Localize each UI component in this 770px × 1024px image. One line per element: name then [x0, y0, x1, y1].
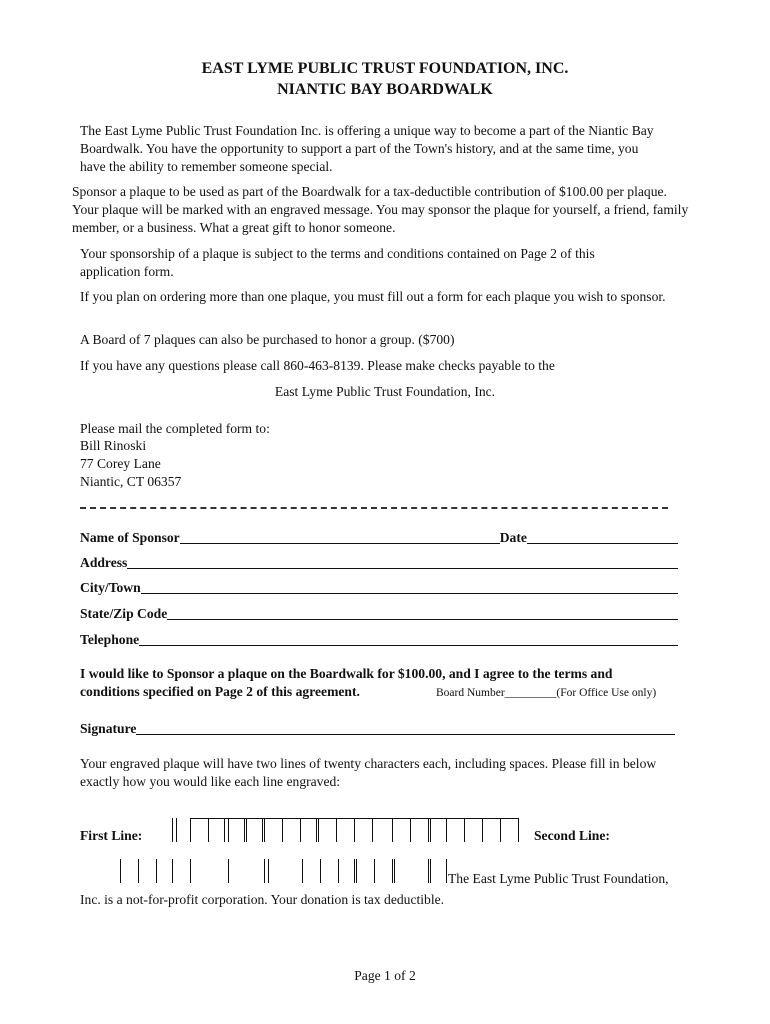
character-box-divider: [446, 859, 447, 883]
character-box-divider: [228, 859, 229, 883]
character-box-divider: [262, 818, 263, 842]
telephone-label: Telephone: [80, 632, 140, 647]
character-box-divider: [264, 859, 265, 883]
character-box-divider: [428, 818, 429, 842]
character-box-divider: [172, 818, 173, 842]
character-box-divider: [224, 818, 225, 842]
date-field[interactable]: [527, 529, 678, 544]
state-zip-field[interactable]: [167, 605, 678, 620]
intro-paragraph-6: If you have any questions please call 860-463-8139. Please make checks payable to the: [80, 358, 555, 373]
agreement-line-2: conditions specified on Page 2 of this agreement.: [80, 684, 360, 699]
intro-paragraph-2: Sponsor a plaque to be used as part of the Boardwalk for a tax-deductible contribution of $100.00 per plaque. Your plaque will be marked with an engraved message. You may sponsor the plaque for yourself, a friend, family member, or a business. What a great gift to honor someone.: [72, 184, 689, 235]
character-box-divider: [318, 818, 319, 842]
intro-paragraph-5: A Board of 7 plaques can also be purchased to honor a group. ($700): [80, 332, 455, 347]
board-number-office-use: Board Number_________(For Office Use only): [436, 687, 657, 699]
first-line-character-boxes[interactable]: [172, 818, 522, 844]
character-box-divider: [176, 818, 177, 842]
character-box-divider: [190, 859, 191, 883]
character-box-divider: [354, 859, 355, 883]
sponsor-name-field[interactable]: [180, 529, 500, 544]
character-box-divider: [518, 818, 519, 842]
character-box-divider: [156, 859, 157, 883]
date-label: Date: [499, 530, 527, 545]
character-box-divider: [246, 818, 247, 842]
city-label: City/Town: [80, 580, 141, 595]
character-box-divider: [446, 818, 447, 842]
character-box-divider: [190, 818, 191, 842]
character-box-divider: [320, 859, 321, 883]
sponsor-date-row: [80, 527, 678, 547]
character-box-divider: [244, 818, 245, 842]
character-box-divider: [138, 859, 139, 883]
payee-name: East Lyme Public Trust Foundation, Inc.: [274, 384, 496, 399]
mail-street: 77 Corey Lane: [80, 456, 161, 471]
character-box-divider: [356, 859, 357, 883]
intro-paragraph-4: If you plan on ordering more than one plaque, you must fill out a form for each plaque you wish to sponsor.: [80, 289, 666, 304]
address-label: Address: [80, 555, 128, 570]
engraving-instructions: Your engraved plaque will have two lines of twenty characters each, including spaces. Please fill in below exactly how you would like each line engraved:: [80, 756, 657, 789]
character-box-divider: [264, 818, 265, 842]
mail-city: Niantic, CT 06357: [80, 474, 182, 489]
character-box-divider: [336, 818, 337, 842]
character-box-divider: [268, 859, 269, 883]
character-box-divider: [430, 859, 431, 883]
character-box-divider: [282, 818, 283, 842]
intro-paragraph-3: Your sponsorship of a plaque is subject to the terms and conditions contained on Page 2 of this application form.: [80, 246, 595, 279]
signature-row: [80, 718, 675, 738]
character-box-divider: [302, 859, 303, 883]
signature-label: Signature: [80, 721, 137, 736]
character-box-divider: [300, 818, 301, 842]
character-box-divider: [338, 859, 339, 883]
state-zip-label: State/Zip Code: [80, 606, 168, 621]
telephone-row: [80, 629, 678, 649]
first-line-label: First Line:: [80, 828, 143, 843]
page-number: Page 1 of 2: [354, 968, 416, 983]
character-box-divider: [394, 859, 395, 883]
character-box-divider: [500, 818, 501, 842]
telephone-field[interactable]: [139, 631, 678, 646]
city-row: [80, 577, 678, 597]
character-box-divider: [392, 859, 393, 883]
mail-heading: Please mail the completed form to:: [80, 421, 270, 436]
character-box-divider: [392, 818, 393, 842]
agreement-line-1: I would like to Sponsor a plaque on the Boardwalk for $100.00, and I agree to the terms and: [80, 666, 613, 681]
sponsor-name-label: Name of Sponsor: [80, 530, 180, 545]
character-box-divider: [428, 859, 429, 883]
character-box-divider: [410, 818, 411, 842]
nonprofit-note-part-1: The East Lyme Public Trust Foundation,: [448, 871, 669, 886]
character-box-divider: [464, 818, 465, 842]
address-row: [80, 552, 678, 572]
nonprofit-note-part-2: Inc. is a not-for-profit corporation. Your donation is tax deductible.: [80, 892, 445, 907]
signature-field[interactable]: [136, 720, 675, 735]
character-box-divider: [430, 818, 431, 842]
character-box-top-edge: [190, 818, 518, 819]
mail-name: Bill Rinoski: [80, 438, 147, 453]
character-box-divider: [208, 818, 209, 842]
cut-line-divider: [80, 507, 668, 509]
character-box-divider: [316, 818, 317, 842]
page-title: EAST LYME PUBLIC TRUST FOUNDATION, INC.: [201, 60, 569, 77]
character-box-divider: [172, 859, 173, 883]
state-zip-row: [80, 603, 678, 623]
address-field[interactable]: [127, 554, 678, 569]
character-box-divider: [228, 818, 229, 842]
second-line-character-boxes[interactable]: [120, 859, 460, 885]
character-box-divider: [482, 818, 483, 842]
second-line-label: Second Line:: [534, 828, 610, 843]
character-box-divider: [374, 859, 375, 883]
character-box-divider: [354, 818, 355, 842]
city-field[interactable]: [141, 579, 678, 594]
character-box-divider: [372, 818, 373, 842]
page-subtitle: NIANTIC BAY BOARDWALK: [277, 81, 493, 98]
character-box-divider: [120, 859, 121, 883]
intro-paragraph-1: The East Lyme Public Trust Foundation Inc. is offering a unique way to become a part of the Niantic Bay Boardwalk. You have the opportunity to support a part of the Town's history, and at the same time, you have the ability to remember someone special.: [80, 123, 654, 174]
